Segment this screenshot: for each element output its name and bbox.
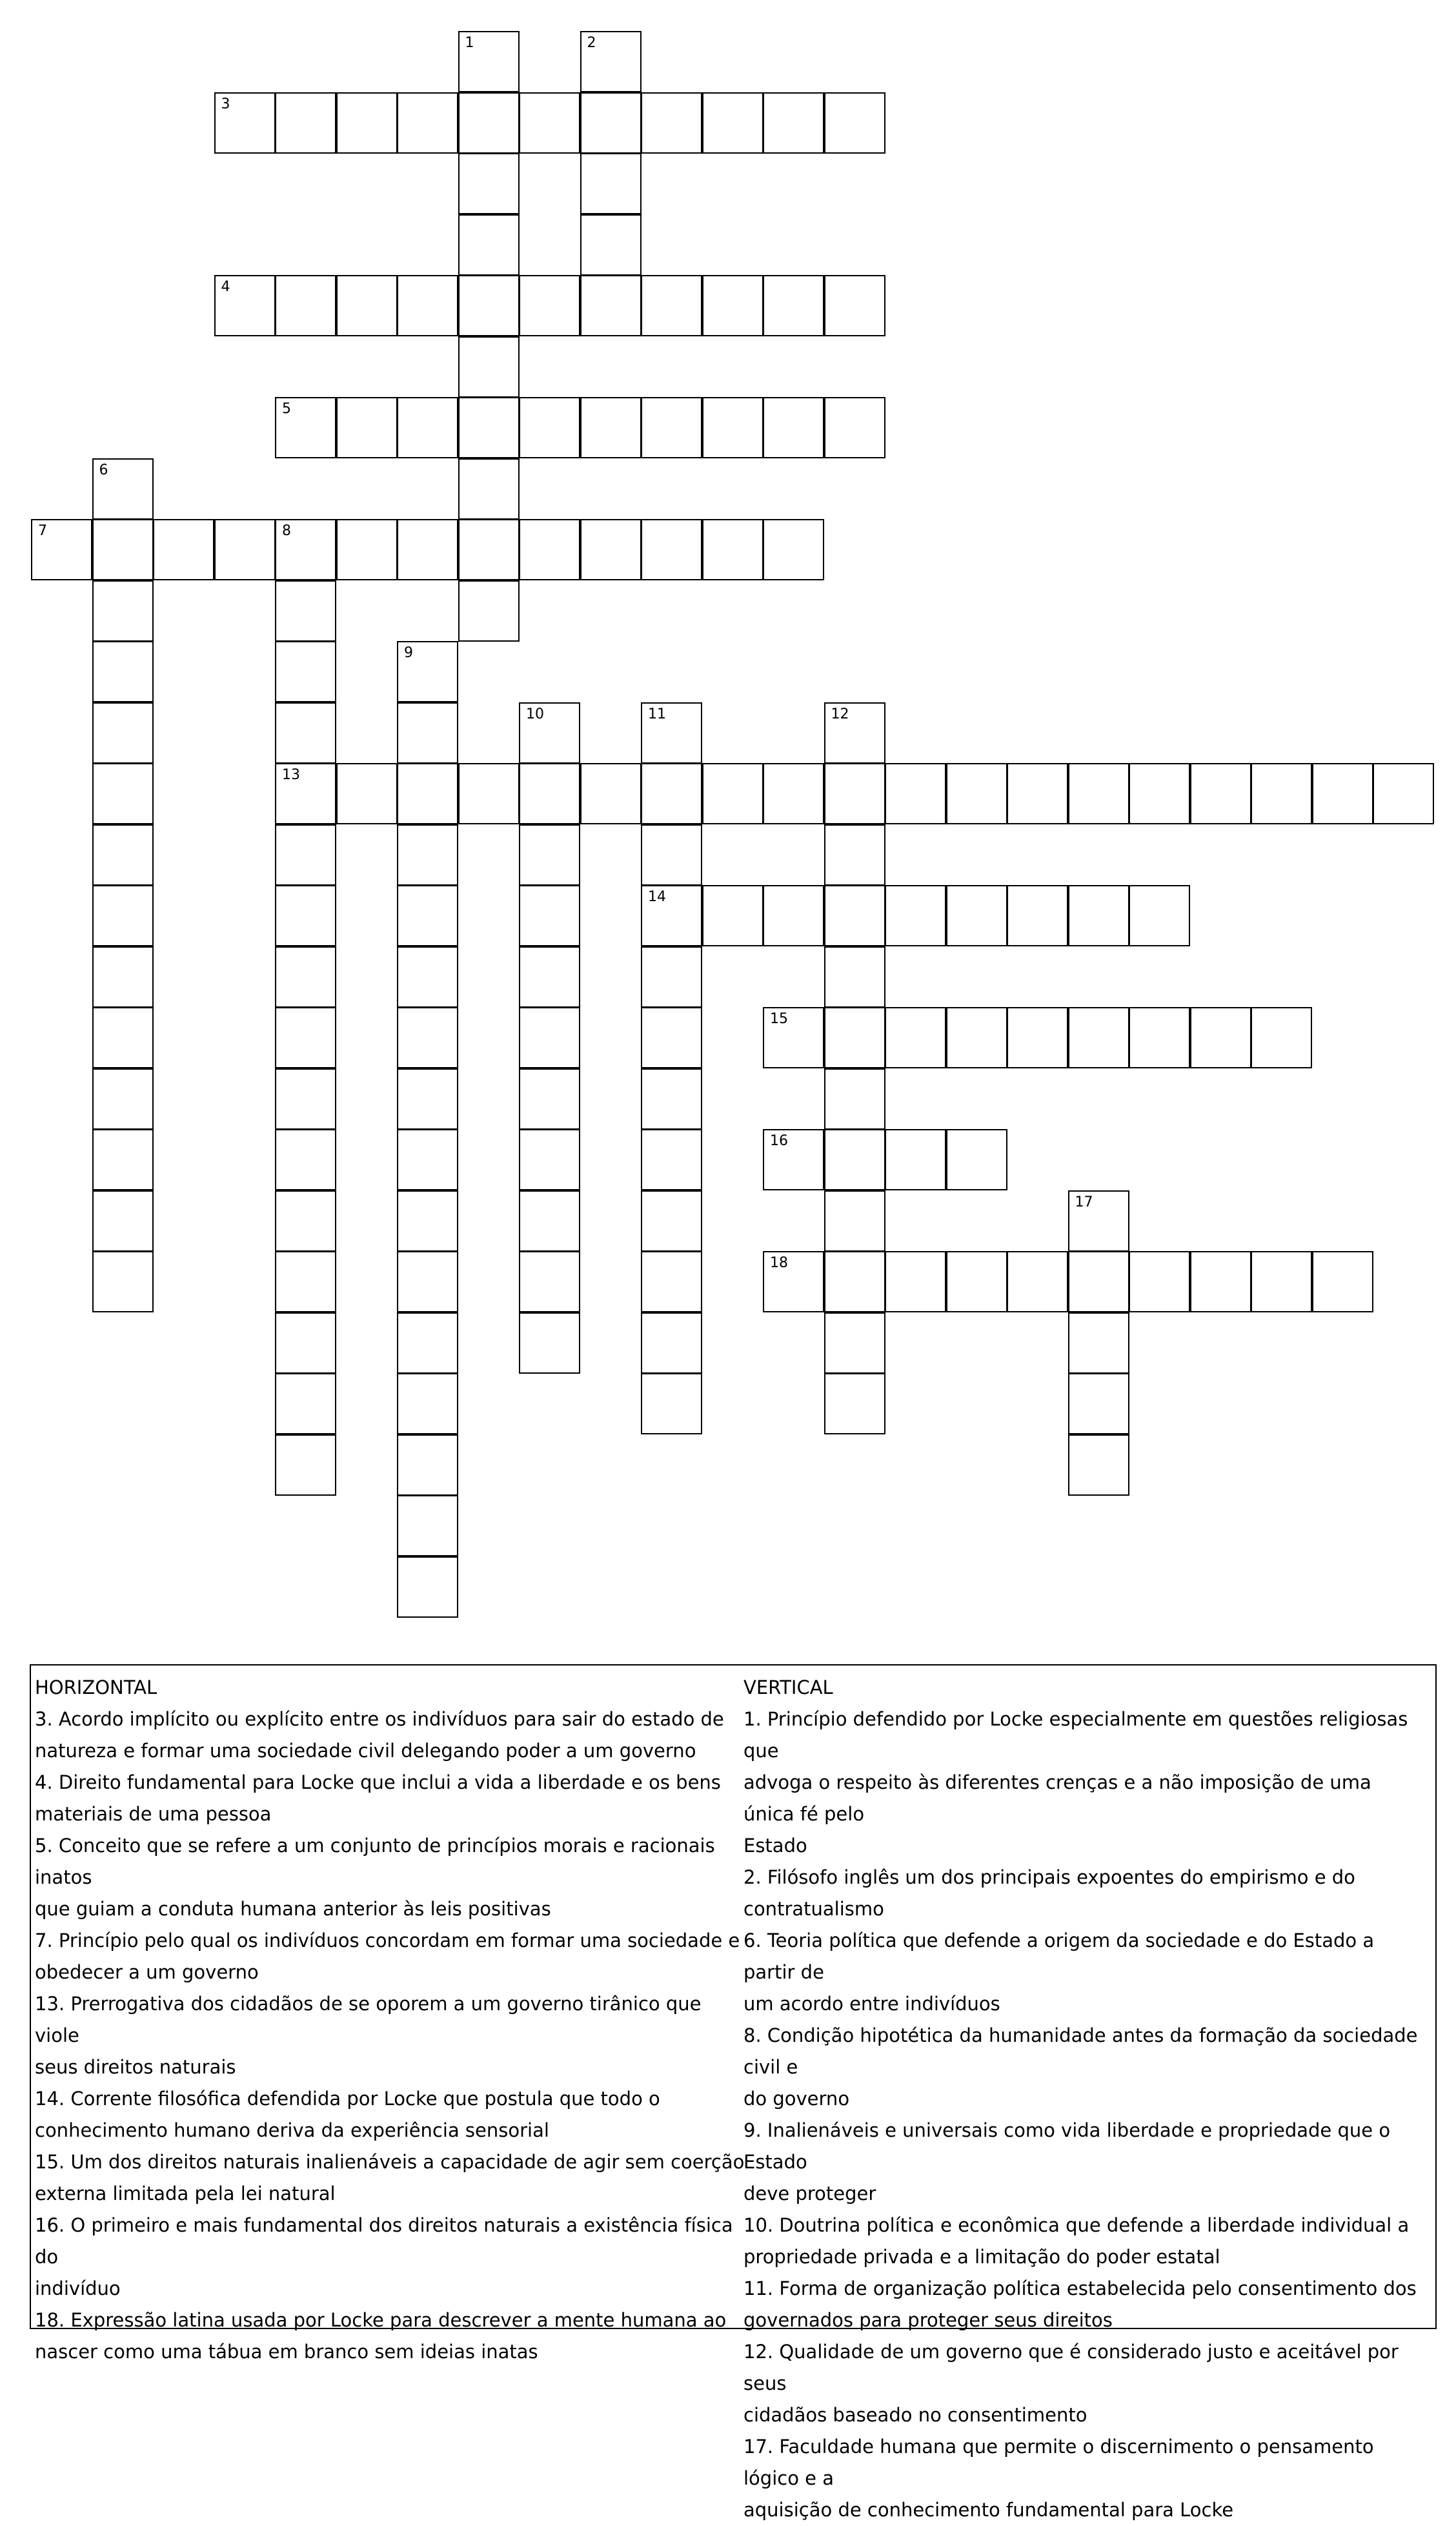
clue-line: materiais de uma pessoa — [35, 1803, 272, 1825]
grid-cell[interactable] — [1007, 885, 1068, 946]
grid-cell[interactable] — [92, 824, 154, 886]
grid-cell[interactable] — [946, 885, 1007, 946]
grid-cell[interactable] — [885, 763, 946, 824]
grid-cell[interactable] — [1129, 1007, 1190, 1068]
clue-line: nascer como uma tábua em branco sem ideias inatas — [35, 2341, 538, 2363]
grid-cell[interactable] — [275, 763, 336, 824]
clue-line: deve proteger — [743, 2183, 876, 2205]
grid-cell[interactable] — [275, 275, 336, 336]
vertical-clue-list — [743, 1704, 1428, 2526]
clue-line: seus direitos naturais — [35, 2056, 236, 2078]
vertical-heading: VERTICAL — [743, 1676, 833, 1698]
grid-cell[interactable] — [702, 763, 763, 824]
grid-cell[interactable] — [1190, 1007, 1251, 1068]
grid-cell[interactable] — [275, 519, 336, 580]
grid-cell[interactable] — [458, 397, 520, 458]
grid-cell[interactable] — [763, 1129, 824, 1190]
grid-cell[interactable] — [458, 92, 520, 154]
grid-cell[interactable] — [458, 519, 520, 580]
grid-cell[interactable] — [1068, 1312, 1129, 1374]
clue-line: aquisição de conhecimento fundamental para Locke — [743, 2499, 1234, 2521]
grid-cell[interactable] — [824, 1068, 885, 1130]
grid-cell[interactable] — [641, 1373, 702, 1434]
grid-cell[interactable] — [397, 946, 458, 1008]
grid-cell[interactable] — [519, 1068, 580, 1130]
clue-line: indivíduo — [35, 2277, 121, 2299]
grid-cell[interactable] — [1312, 763, 1373, 824]
clue-line: 16. O primeiro e mais fundamental dos direitos naturais a existência física do — [35, 2214, 733, 2268]
grid-cell[interactable] — [702, 397, 763, 458]
grid-cell[interactable] — [275, 1129, 336, 1190]
grid-cell[interactable] — [336, 519, 398, 580]
grid-cell[interactable] — [641, 1312, 702, 1374]
grid-cell[interactable] — [519, 1007, 580, 1068]
grid-cell[interactable] — [641, 1007, 702, 1068]
grid-cell[interactable] — [458, 214, 520, 276]
clue-number: 2 — [587, 35, 596, 51]
grid-cell[interactable] — [885, 885, 946, 946]
grid-cell[interactable] — [946, 1129, 1007, 1190]
grid-cell[interactable] — [519, 763, 580, 824]
clue-line: que guiam a conduta humana anterior às leis positivas — [35, 1898, 551, 1920]
grid-cell[interactable] — [519, 885, 580, 946]
grid-cell[interactable] — [1312, 1251, 1373, 1312]
grid-cell[interactable] — [519, 1129, 580, 1190]
clue-number: 18 — [770, 1255, 788, 1271]
grid-cell[interactable] — [275, 1190, 336, 1252]
clue-line: 11. Forma de organização política estabelecida pelo consentimento dos — [743, 2277, 1417, 2299]
grid-cell[interactable] — [641, 397, 702, 458]
clue-number: 3 — [221, 96, 230, 112]
horizontal-heading: HORIZONTAL — [35, 1676, 157, 1698]
grid-cell[interactable] — [1068, 1434, 1129, 1496]
grid-cell[interactable] — [92, 1007, 154, 1068]
grid-cell[interactable] — [702, 275, 763, 336]
grid-cell[interactable] — [519, 946, 580, 1008]
grid-cell[interactable] — [641, 702, 702, 764]
grid-cell[interactable] — [92, 946, 154, 1008]
clues-box — [30, 1664, 1437, 2521]
grid-cell[interactable] — [1007, 763, 1068, 824]
grid-cell[interactable] — [946, 1007, 1007, 1068]
grid-cell[interactable] — [1373, 763, 1434, 824]
grid-cell[interactable] — [763, 397, 824, 458]
grid-cell[interactable] — [397, 1556, 458, 1618]
grid-cell[interactable] — [580, 153, 642, 214]
vertical-clues — [743, 1672, 1428, 2526]
grid-cell[interactable] — [519, 92, 580, 154]
grid-cell[interactable] — [1190, 1251, 1251, 1312]
grid-cell[interactable] — [763, 275, 824, 336]
clue-line: 10. Doutrina política e econômica que defende a liberdade individual a — [743, 2214, 1410, 2236]
grid-cell[interactable] — [824, 275, 885, 336]
grid-cell[interactable] — [336, 275, 398, 336]
clue-line: 12. Qualidade de um governo que é considerado justo e aceitável por seus — [743, 2341, 1399, 2394]
grid-cell[interactable] — [397, 397, 458, 458]
grid-cell[interactable] — [275, 1068, 336, 1130]
grid-cell[interactable] — [458, 580, 520, 642]
grid-cell[interactable] — [336, 397, 398, 458]
grid-cell[interactable] — [580, 214, 642, 276]
grid-cell[interactable] — [92, 519, 154, 580]
grid-cell[interactable] — [92, 1190, 154, 1252]
clue-number: 14 — [648, 889, 666, 905]
grid-cell[interactable] — [824, 702, 885, 764]
clue-number: 6 — [99, 462, 108, 478]
grid-cell[interactable] — [885, 1129, 946, 1190]
grid-cell[interactable] — [824, 1373, 885, 1434]
clue-line: 14. Corrente filosófica defendida por Locke que postula que todo o — [35, 2088, 660, 2110]
grid-cell[interactable] — [519, 824, 580, 886]
grid-cell[interactable] — [946, 1251, 1007, 1312]
grid-cell[interactable] — [763, 519, 824, 580]
grid-cell[interactable] — [1068, 1251, 1129, 1312]
clue-line: 8. Condição hipotética da humanidade antes da formação da sociedade civil e — [743, 2024, 1418, 2078]
grid-cell[interactable] — [397, 1434, 458, 1496]
grid-cell[interactable] — [1129, 885, 1190, 946]
grid-cell[interactable] — [397, 1190, 458, 1252]
grid-cell[interactable] — [1007, 1007, 1068, 1068]
grid-cell[interactable] — [397, 1373, 458, 1434]
grid-cell[interactable] — [1068, 1007, 1129, 1068]
grid-cell[interactable] — [641, 1129, 702, 1190]
grid-cell[interactable] — [1068, 763, 1129, 824]
clue-line: 1. Princípio defendido por Locke especialmente em questões religiosas que — [743, 1708, 1408, 1762]
grid-cell[interactable] — [580, 31, 642, 92]
grid-cell[interactable] — [1251, 1251, 1312, 1312]
grid-cell[interactable] — [1129, 1251, 1190, 1312]
grid-cell[interactable] — [92, 885, 154, 946]
clue-line: 7. Princípio pelo qual os indivíduos concordam em formar uma sociedade e — [35, 1930, 740, 1951]
grid-cell[interactable] — [397, 275, 458, 336]
grid-cell[interactable] — [92, 580, 154, 642]
grid-cell[interactable] — [641, 946, 702, 1008]
grid-cell[interactable] — [397, 1312, 458, 1374]
grid-cell[interactable] — [397, 1495, 458, 1556]
horizontal-clue-list — [35, 1704, 745, 2368]
grid-cell[interactable] — [519, 702, 580, 764]
grid-cell[interactable] — [519, 519, 580, 580]
clue-number: 16 — [770, 1133, 788, 1149]
grid-cell[interactable] — [1251, 763, 1312, 824]
grid-cell[interactable] — [275, 92, 336, 154]
grid-cell[interactable] — [214, 275, 276, 336]
clue-number: 7 — [38, 523, 47, 539]
grid-cell[interactable] — [641, 1068, 702, 1130]
grid-cell[interactable] — [519, 397, 580, 458]
grid-cell[interactable] — [397, 641, 458, 702]
grid-cell[interactable] — [153, 519, 214, 580]
grid-cell[interactable] — [336, 763, 398, 824]
grid-cell[interactable] — [397, 1251, 458, 1312]
grid-cell[interactable] — [397, 702, 458, 764]
grid-cell[interactable] — [275, 1312, 336, 1374]
grid-cell[interactable] — [92, 1068, 154, 1130]
grid-cell[interactable] — [641, 92, 702, 154]
clue-line: 17. Faculdade humana que permite o discernimento o pensamento lógico e a — [743, 2436, 1374, 2489]
grid-cell[interactable] — [580, 275, 642, 336]
clue-line: 4. Direito fundamental para Locke que inclui a vida a liberdade e os bens — [35, 1771, 721, 1793]
grid-cell[interactable] — [824, 1312, 885, 1374]
grid-cell[interactable] — [275, 580, 336, 642]
grid-cell[interactable] — [397, 1129, 458, 1190]
clue-line: propriedade privada e a limitação do poder estatal — [743, 2246, 1220, 2268]
clue-number: 9 — [404, 645, 413, 661]
grid-cell[interactable] — [824, 397, 885, 458]
clue-line: advoga o respeito às diferentes crenças e a não imposição de uma única fé pelo — [743, 1771, 1371, 1825]
grid-cell[interactable] — [275, 885, 336, 946]
grid-cell[interactable] — [1251, 1007, 1312, 1068]
grid-cell[interactable] — [397, 824, 458, 886]
grid-cell[interactable] — [214, 92, 276, 154]
grid-cell[interactable] — [31, 519, 92, 580]
grid-cell[interactable] — [824, 946, 885, 1008]
clue-line: governados para proteger seus direitos — [743, 2309, 1113, 2331]
grid-cell[interactable] — [519, 1190, 580, 1252]
grid-cell[interactable] — [519, 275, 580, 336]
grid-cell[interactable] — [92, 1129, 154, 1190]
grid-cell[interactable] — [1007, 1251, 1068, 1312]
grid-cell[interactable] — [275, 1373, 336, 1434]
grid-cell[interactable] — [275, 1007, 336, 1068]
grid-cell[interactable] — [641, 275, 702, 336]
clue-line: 18. Expressão latina usada por Locke para descrever a mente humana ao — [35, 2309, 727, 2331]
grid-cell[interactable] — [824, 1251, 885, 1312]
grid-cell[interactable] — [1068, 885, 1129, 946]
clue-line: um acordo entre indivíduos — [743, 1993, 1000, 2015]
grid-cell[interactable] — [275, 1434, 336, 1496]
grid-cell[interactable] — [702, 92, 763, 154]
grid-cell[interactable] — [458, 275, 520, 336]
clue-number: 1 — [465, 35, 474, 51]
grid-cell[interactable] — [275, 824, 336, 886]
grid-cell[interactable] — [824, 824, 885, 886]
grid-cell[interactable] — [275, 397, 336, 458]
grid-cell[interactable] — [641, 885, 702, 946]
grid-cell[interactable] — [397, 885, 458, 946]
grid-cell[interactable] — [580, 92, 642, 154]
grid-cell[interactable] — [92, 641, 154, 702]
clue-line: 3. Acordo implícito ou explícito entre os indivíduos para sair do estado de — [35, 1708, 724, 1730]
grid-cell[interactable] — [397, 92, 458, 154]
grid-cell[interactable] — [824, 885, 885, 946]
clue-number: 8 — [282, 523, 291, 539]
grid-cell[interactable] — [92, 702, 154, 764]
grid-cell[interactable] — [519, 1251, 580, 1312]
grid-cell[interactable] — [885, 1007, 946, 1068]
grid-cell[interactable] — [824, 92, 885, 154]
grid-cell[interactable] — [580, 763, 642, 824]
grid-cell[interactable] — [214, 519, 276, 580]
grid-cell[interactable] — [824, 1129, 885, 1190]
grid-cell[interactable] — [580, 519, 642, 580]
grid-cell[interactable] — [275, 702, 336, 764]
clue-number: 17 — [1075, 1194, 1093, 1210]
grid-cell[interactable] — [763, 1251, 824, 1312]
grid-cell[interactable] — [580, 397, 642, 458]
grid-cell[interactable] — [641, 1190, 702, 1252]
grid-cell[interactable] — [641, 824, 702, 886]
grid-cell[interactable] — [458, 763, 520, 824]
clue-line: 6. Teoria política que defende a origem da sociedade e do Estado a partir de — [743, 1930, 1375, 1983]
clue-number: 4 — [221, 279, 230, 295]
clue-line: natureza e formar uma sociedade civil delegando poder a um governo — [35, 1740, 696, 1762]
clue-number: 15 — [770, 1011, 788, 1027]
grid-cell[interactable] — [702, 885, 763, 946]
grid-cell[interactable] — [1129, 763, 1190, 824]
clue-line: conhecimento humano deriva da experiência sensorial — [35, 2119, 549, 2141]
grid-cell[interactable] — [92, 763, 154, 824]
grid-cell[interactable] — [641, 763, 702, 824]
grid-cell[interactable] — [397, 1068, 458, 1130]
grid-cell[interactable] — [824, 763, 885, 824]
clue-number: 12 — [831, 706, 849, 722]
clue-line: externa limitada pela lei natural — [35, 2183, 336, 2205]
clue-number: 5 — [282, 401, 291, 417]
grid-cell[interactable] — [824, 1190, 885, 1252]
grid-cell[interactable] — [763, 92, 824, 154]
grid-cell[interactable] — [885, 1251, 946, 1312]
grid-cell[interactable] — [702, 519, 763, 580]
grid-cell[interactable] — [519, 1312, 580, 1374]
grid-cell[interactable] — [275, 946, 336, 1008]
clue-line: 9. Inalienáveis e universais como vida liberdade e propriedade que o Estado — [743, 2119, 1391, 2173]
grid-cell[interactable] — [763, 763, 824, 824]
grid-cell[interactable] — [763, 1007, 824, 1068]
grid-cell[interactable] — [458, 458, 520, 520]
grid-cell[interactable] — [641, 519, 702, 580]
grid-cell[interactable] — [641, 1251, 702, 1312]
grid-cell[interactable] — [824, 1007, 885, 1068]
grid-cell[interactable] — [275, 641, 336, 702]
clue-number: 11 — [648, 706, 666, 722]
grid-cell[interactable] — [92, 1251, 154, 1312]
clue-number: 13 — [282, 767, 300, 783]
grid-cell[interactable] — [397, 519, 458, 580]
grid-cell[interactable] — [763, 885, 824, 946]
grid-cell[interactable] — [946, 763, 1007, 824]
grid-cell[interactable] — [1068, 1190, 1129, 1252]
clue-line: 5. Conceito que se refere a um conjunto de princípios morais e racionais inatos — [35, 1835, 715, 1888]
clue-number: 10 — [526, 706, 544, 722]
clue-line: 13. Prerrogativa dos cidadãos de se oporem a um governo tirânico que viole — [35, 1993, 702, 2046]
clue-line: contratualismo — [743, 1898, 884, 1920]
clue-line: 2. Filósofo inglês um dos principais expoentes do empirismo e do — [743, 1866, 1355, 1888]
clue-line: 15. Um dos direitos naturais inalienáveis a capacidade de agir sem coerção — [35, 2151, 745, 2173]
grid-cell[interactable] — [458, 31, 520, 92]
grid-cell[interactable] — [92, 458, 154, 520]
grid-cell[interactable] — [1068, 1373, 1129, 1434]
grid-cell[interactable] — [458, 153, 520, 214]
grid-cell[interactable] — [397, 763, 458, 824]
grid-cell[interactable] — [397, 1007, 458, 1068]
grid-cell[interactable] — [458, 336, 520, 398]
clue-line: obedecer a um governo — [35, 1961, 259, 1983]
grid-cell[interactable] — [275, 1251, 336, 1312]
clue-line: Estado — [743, 1835, 807, 1857]
clue-line: cidadãos baseado no consentimento — [743, 2404, 1087, 2426]
horizontal-clues — [35, 1672, 745, 2368]
grid-cell[interactable] — [336, 92, 398, 154]
clue-line: do governo — [743, 2088, 850, 2110]
grid-cell[interactable] — [1190, 763, 1251, 824]
